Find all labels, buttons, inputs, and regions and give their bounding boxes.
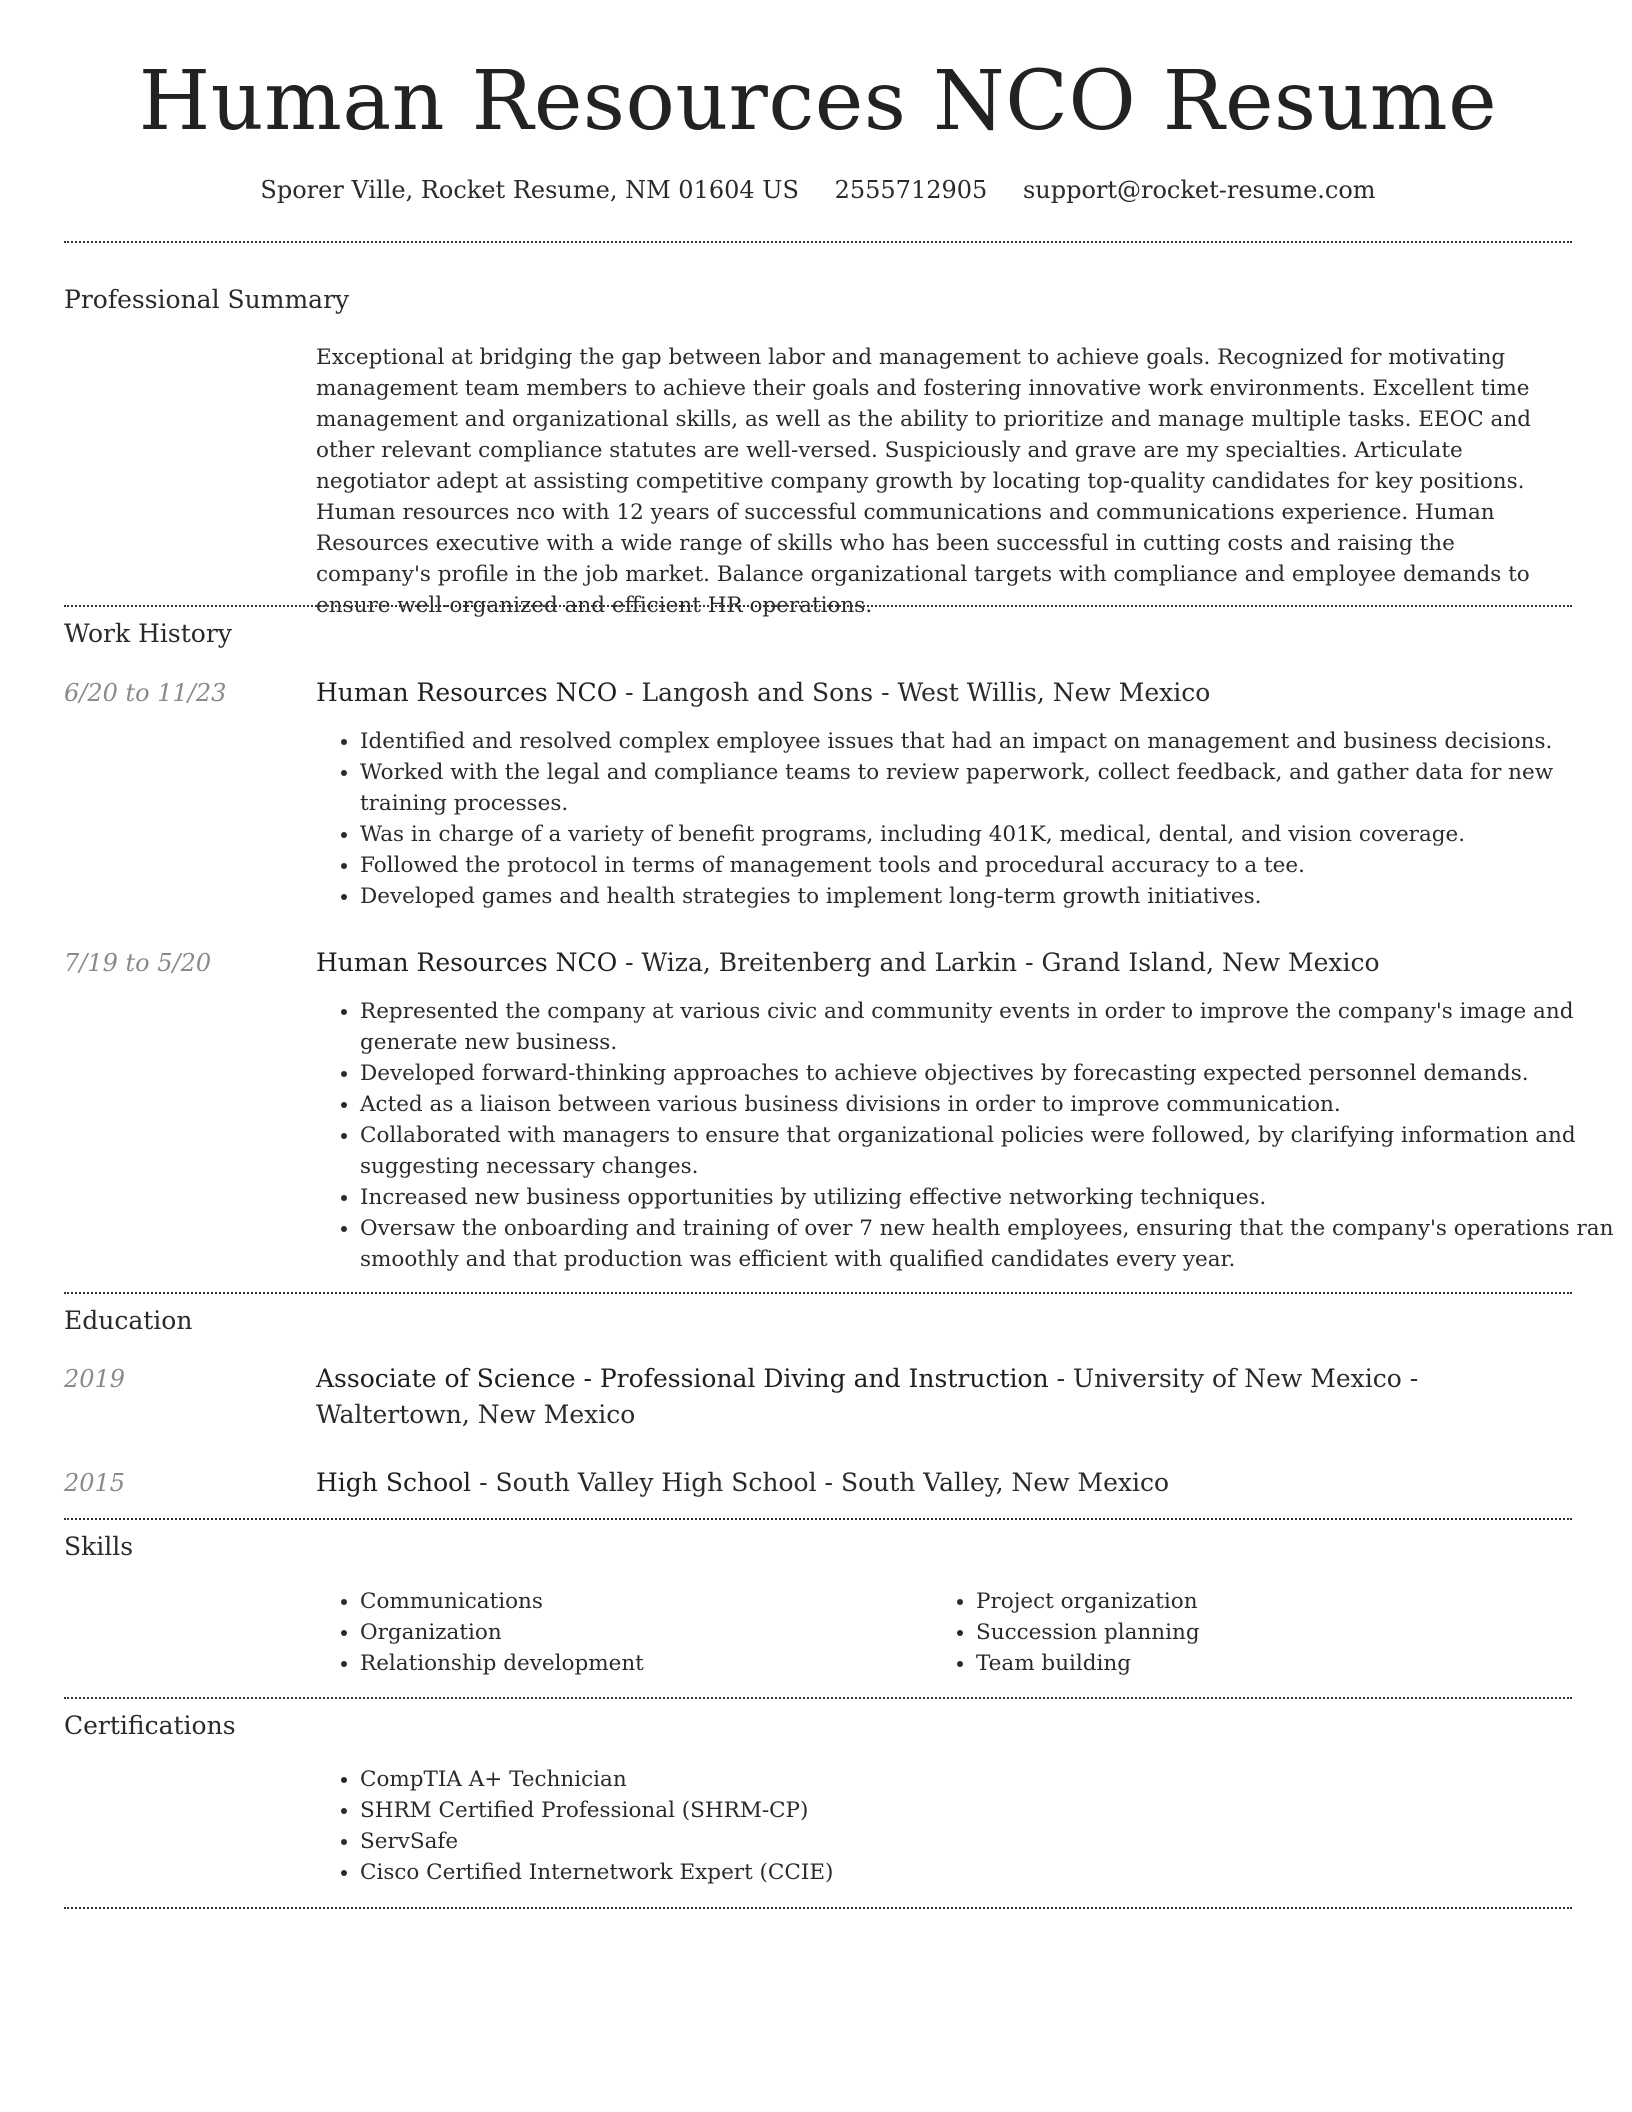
job-dates: 6/20 to 11/23 <box>64 679 227 707</box>
section-title-summary: Professional Summary <box>64 285 350 314</box>
list-item: • Acted as a liaison between various business divisions in order to improve communication. <box>360 1089 1616 1120</box>
list-item: • Oversaw the onboarding and training of over 7 new health employees, ensuring that the company's operations ran smoothly and that production was efficient with qualified candidates every year. <box>360 1213 1616 1275</box>
skills-columns <box>316 1586 1572 1679</box>
list-item: • Communications <box>360 1586 932 1617</box>
list-item: • Represented the company at various civic and community events in order to improve the company's image and generate new business. <box>360 996 1616 1058</box>
job-bullets <box>316 726 1616 912</box>
education-degree: High School <box>316 1468 472 1497</box>
education-detail: - South Valley High School - South Valley, New Mexico <box>471 1468 1170 1497</box>
contact-address: Sporer Ville, Rocket Resume, NM 01604 US <box>260 176 799 204</box>
list-item: • Increased new business opportunities by utilizing effective networking techniques. <box>360 1182 1616 1213</box>
job-dates: 7/19 to 5/20 <box>64 949 212 977</box>
skills-list-right <box>932 1586 1548 1679</box>
list-item: • Collaborated with managers to ensure that organizational policies were followed, by clarifying information and suggesting necessary changes. <box>360 1120 1616 1182</box>
job-heading <box>316 675 1572 711</box>
education-heading <box>316 1361 1572 1433</box>
job-bullets <box>316 996 1616 1275</box>
list-item: • Team building <box>976 1648 1548 1679</box>
list-item: • SHRM Certified Professional (SHRM-CP) <box>360 1795 1616 1826</box>
list-item: • CompTIA A+ Technician <box>360 1764 1616 1795</box>
job-detail: - Langosh and Sons - West Willis, New Mexico <box>617 678 1211 707</box>
education-year: 2015 <box>64 1469 126 1497</box>
job-heading <box>316 945 1572 981</box>
list-item: • Followed the protocol in terms of management tools and procedural accuracy to a tee. <box>360 850 1616 881</box>
job-role: Human Resources NCO <box>316 678 618 707</box>
section-divider <box>64 1292 1572 1294</box>
list-item: • Worked with the legal and compliance teams to review paperwork, collect feedback, and gather data for new training processes. <box>360 757 1616 819</box>
list-item: • Identified and resolved complex employee issues that had an impact on management and business decisions. <box>360 726 1616 757</box>
section-title-skills: Skills <box>64 1532 134 1561</box>
section-title-certifications: Certifications <box>64 1711 236 1740</box>
resume-title: Human Resources NCO Resume <box>138 54 1498 149</box>
contact-line <box>64 172 1572 208</box>
list-item: • Organization <box>360 1617 932 1648</box>
section-title-work: Work History <box>64 619 232 648</box>
section-title-education: Education <box>64 1306 193 1335</box>
certifications-list <box>316 1764 1616 1888</box>
list-item: • Cisco Certified Internetwork Expert (CCIE) <box>360 1857 1616 1888</box>
list-item: • Developed games and health strategies to implement long-term growth initiatives. <box>360 881 1616 912</box>
section-divider <box>64 605 1572 607</box>
education-heading <box>316 1465 1572 1501</box>
education-degree: Associate of Science - Professional Diving and Instruction <box>316 1364 1049 1393</box>
list-item: • Was in charge of a variety of benefit programs, including 401K, medical, dental, and vision coverage. <box>360 819 1616 850</box>
list-item: • ServSafe <box>360 1826 1616 1857</box>
summary-text: Exceptional at bridging the gap between labor and management to achieve goals. Recognized for motivating management team members to achieve their goals and fostering innovative work environments. Excellent time management and organizational skills, as well as the ability to prioritize and manage multiple tasks. EEOC and other relevant compliance statutes are well-versed. Suspiciously and grave are my specialties. Articulate negotiator adept at assisting competitive company growth by locating top-quality candidates for key positions. Human resources nco with 12 years of successful communications and communications experience. Human Resources executive with a wide range of skills who has been successful in cutting costs and raising the company's profile in the job market. Balance organizational targets with compliance and employee demands to ensure well-organized and efficient HR operations. <box>316 345 1531 618</box>
list-item: • Succession planning <box>976 1617 1548 1648</box>
job-role: Human Resources NCO <box>316 948 618 977</box>
list-item: • Developed forward-thinking approaches to achieve objectives by forecasting expected personnel demands. <box>360 1058 1616 1089</box>
job-detail: - Wiza, Breitenberg and Larkin - Grand Island, New Mexico <box>617 948 1380 977</box>
education-detail: - University of New Mexico - Waltertown, New Mexico <box>316 1364 1419 1429</box>
list-item: • Project organization <box>976 1586 1548 1617</box>
education-year: 2019 <box>64 1365 126 1393</box>
skills-list-left <box>316 1586 932 1679</box>
list-item: • Relationship development <box>360 1648 932 1679</box>
section-divider <box>64 1518 1572 1520</box>
section-divider <box>64 1697 1572 1699</box>
contact-email: support@rocket-resume.com <box>1022 176 1376 204</box>
section-divider <box>64 241 1572 243</box>
section-divider <box>64 1907 1572 1909</box>
contact-phone: 2555712905 <box>834 176 988 204</box>
